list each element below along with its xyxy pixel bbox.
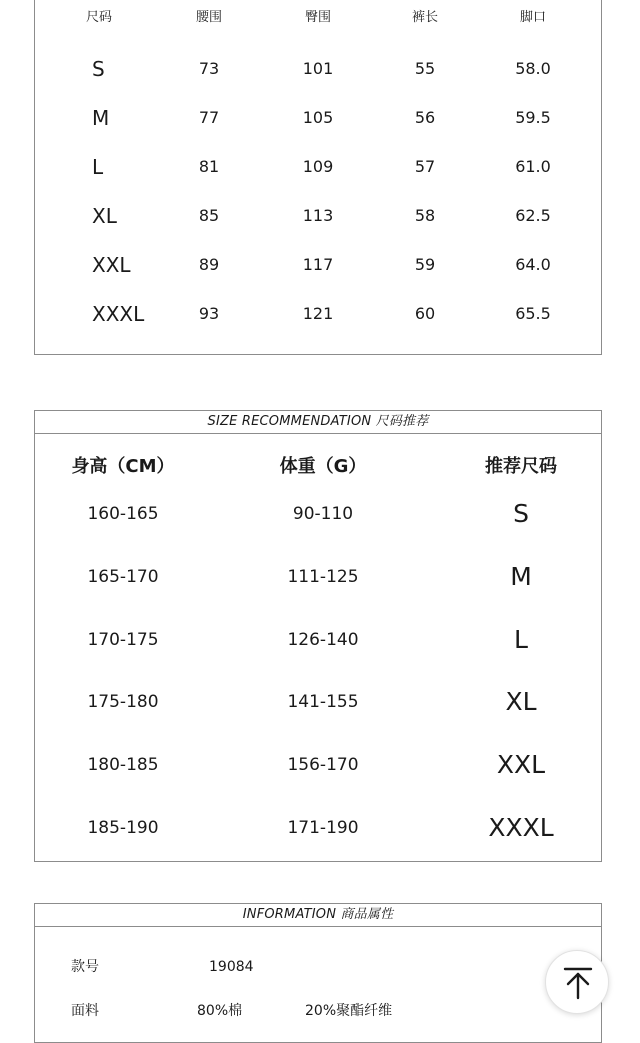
info-row [35,955,601,979]
size-cell: XL [92,204,117,228]
size-chart-header: 脚口 [519,10,547,25]
height-cell: 185-190 [87,818,159,838]
hip-cell: 121 [302,304,334,323]
recommended-size-cell: XL [505,687,537,716]
height-cell: 160-165 [87,504,159,524]
table-row [35,811,601,845]
waist-cell: 89 [198,255,220,274]
length-cell: 58 [414,206,436,225]
leg-opening-cell: 59.5 [515,108,551,127]
size-chart-header: 裤长 [411,10,439,25]
recommended-size-cell: L [514,625,528,654]
height-cell: 165-170 [87,567,159,587]
waist-cell: 85 [198,206,220,225]
waist-cell: 81 [198,157,220,176]
length-cell: 57 [414,157,436,176]
leg-opening-cell: 65.5 [515,304,551,323]
weight-cell: 171-190 [287,818,359,838]
size-cell: S [92,57,105,81]
table-row [35,54,601,84]
recommended-size-cell: XXXL [488,813,554,842]
size-cell: XXXL [92,302,145,326]
hip-cell: 105 [302,108,334,127]
recommended-size-cell: XXL [496,750,546,779]
table-row [35,250,601,280]
hip-cell: 113 [302,206,334,225]
size-chart-header: 腰围 [195,10,223,25]
size-cell: XXL [92,253,131,277]
height-cell: 180-185 [87,755,159,775]
info-row [35,999,601,1023]
recommended-size-cell: M [510,562,532,591]
recommended-size-header: 推荐尺码 [485,456,557,477]
info-value: 80%棉 [197,1003,243,1019]
length-cell: 56 [414,108,436,127]
info-value: 19084 [209,959,254,975]
weight-cell: 141-155 [287,692,359,712]
section-banner: SIZE RECOMMENDATION 尺码推荐 [35,411,601,434]
height-header: 身高（CM） [71,456,175,477]
table-row [35,103,601,133]
weight-cell: 111-125 [287,567,359,587]
info-label: 款号 [71,959,99,975]
size-chart-table [34,0,602,355]
table-row [35,748,601,782]
table-row [35,299,601,329]
hip-cell: 101 [302,59,334,78]
hip-cell: 109 [302,157,334,176]
table-row [35,685,601,719]
size-recommendation-table [34,410,602,862]
waist-cell: 73 [198,59,220,78]
table-row [35,201,601,231]
weight-cell: 126-140 [287,630,359,650]
size-chart-header: 臀围 [304,10,332,25]
info-label: 面料 [71,1003,99,1019]
recommendation-header-row [35,450,601,484]
waist-cell: 93 [198,304,220,323]
height-cell: 170-175 [87,630,159,650]
info-extra: 20%聚酯纤维 [305,1003,393,1019]
leg-opening-cell: 64.0 [515,255,551,274]
size-chart-header-row [35,3,601,33]
leg-opening-cell: 62.5 [515,206,551,225]
hip-cell: 117 [302,255,334,274]
table-row [35,560,601,594]
weight-header: 体重（G） [279,456,367,477]
weight-cell: 156-170 [287,755,359,775]
size-cell: L [92,155,104,179]
table-row [35,152,601,182]
section-banner: INFORMATION 商品属性 [35,904,601,927]
back-to-top-button[interactable] [545,950,609,1014]
height-cell: 175-180 [87,692,159,712]
weight-cell: 90-110 [292,504,354,524]
recommended-size-cell: S [513,499,529,528]
table-row [35,623,601,657]
waist-cell: 77 [198,108,220,127]
size-cell: M [92,106,110,130]
size-chart-header: 尺码 [85,10,113,25]
product-information-table [34,903,602,1043]
table-row [35,497,601,531]
leg-opening-cell: 61.0 [515,157,551,176]
length-cell: 55 [414,59,436,78]
length-cell: 59 [414,255,436,274]
length-cell: 60 [414,304,436,323]
leg-opening-cell: 58.0 [515,59,551,78]
